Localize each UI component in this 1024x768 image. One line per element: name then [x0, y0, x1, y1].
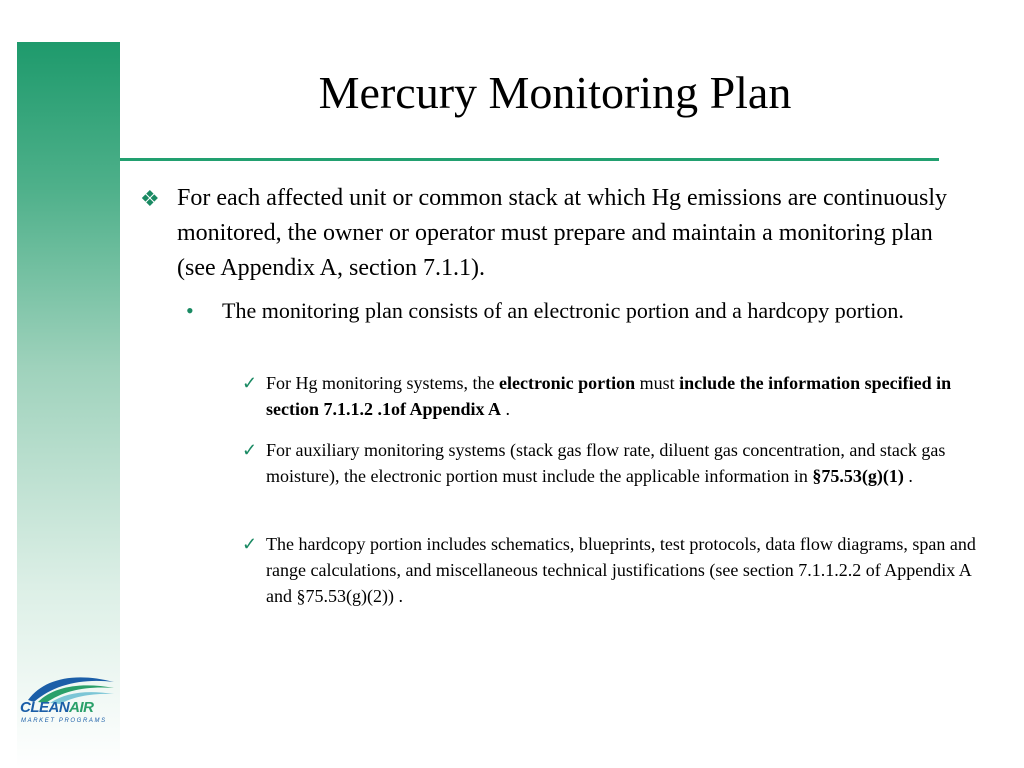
bullet-level-1-text: For each affected unit or common stack at which Hg emissions are continuously monitored, the owner or operator must prepare and maintain a monitoring plan (see Appendix A, section 7.1.1). — [177, 185, 948, 281]
text-run: For auxiliary monitoring systems (stack gas flow rate, diluent gas concentration, and stack gas moisture), the electronic portion must include the applicable information in — [266, 440, 946, 486]
slide-title: Mercury Monitoring Plan — [318, 67, 792, 118]
check-item-electronic-text — [266, 370, 991, 422]
clean-air-logo — [20, 668, 116, 730]
bold-run: include the information specified in section 7.1.1.2 .1of Appendix A — [266, 373, 952, 419]
dot-bullet-icon: • — [186, 298, 194, 323]
checkmark-icon: ✓ — [242, 534, 258, 554]
logo-air-text: AIR — [69, 699, 94, 716]
check-item-auxiliary-text — [266, 437, 991, 489]
logo-subtitle: MARKET PROGRAMS — [21, 718, 107, 724]
bullet-level-2-text: The monitoring plan consists of an electronic portion and a hardcopy portion. — [222, 298, 904, 323]
text-run: must — [635, 373, 680, 393]
diamond-bullet-icon: ❖ — [140, 186, 160, 211]
logo-wordmark — [20, 699, 116, 716]
text-run: For Hg monitoring systems, the — [266, 373, 499, 393]
checkmark-icon: ✓ — [242, 440, 258, 460]
checkmark-icon: ✓ — [242, 373, 258, 393]
bold-run: electronic portion — [499, 373, 636, 393]
bold-run: §75.53(g)(1) — [812, 466, 904, 486]
check-item-hardcopy-text: The hardcopy portion includes schematics, blueprints, test protocols, data flow diagrams, span and range calculations, and miscellaneous technical justifications (see section 7.1.1.2.2 of Appendix A and §75.53(g)(2)) . — [266, 534, 976, 606]
text-run: . — [903, 466, 913, 486]
text-run: . — [501, 399, 511, 419]
logo-clean-text: CLEAN — [20, 699, 70, 716]
